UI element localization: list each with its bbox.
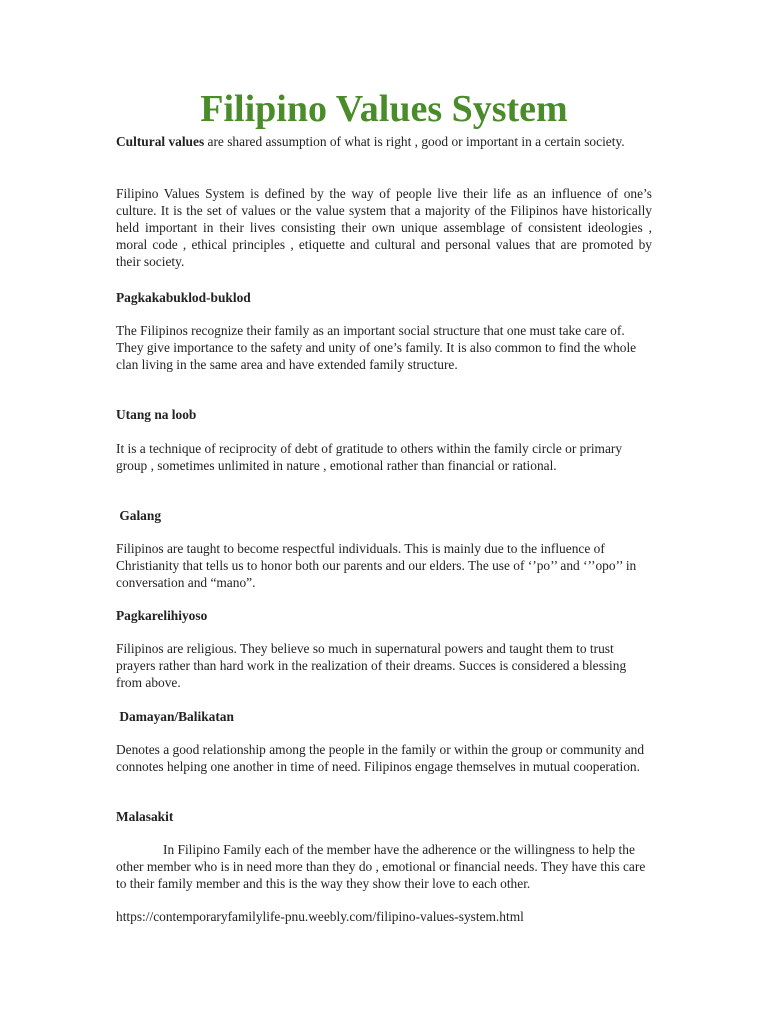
section-body-damayan-balikatan: Denotes a good relationship among the people in the family or within the group or community and connotes helping one another in time of need. Filipinos engage themselves in mutual cooperation. bbox=[116, 742, 645, 774]
intro-paragraph bbox=[116, 133, 652, 150]
section-heading-malasakit: Malasakit bbox=[116, 809, 174, 824]
section-body-malasakit: In Filipino Family each of the member have the adherence or the willingness to help the other member who is in need more than they do , emotional or financial needs. They have this care to their family member and this is the way they show their love to each other. bbox=[116, 842, 646, 891]
intro-term: Cultural values bbox=[116, 134, 205, 149]
section-body-utang-na-loob: It is a technique of reciprocity of debt of gratitude to others within the family circle or primary group , sometimes unlimited in nature , emotional rather than financial or rational. bbox=[116, 441, 623, 473]
section-heading-galang: Galang bbox=[116, 508, 162, 523]
page-title: Filipino Values System bbox=[200, 88, 568, 130]
section-body-pagkarelihiyoso: Filipinos are religious. They believe so much in supernatural powers and taught them to trust prayers rather than hard work in the realization of their dreams. Succes is considered a blessing from above. bbox=[116, 641, 627, 690]
section-body-galang: Filipinos are taught to become respectful individuals. This is mainly due to the influence of Christianity that tells us to honor both our parents and our elders. The use of ‘’po’’ and ‘’’opo’’ in conversation and “mano”. bbox=[116, 541, 637, 590]
section-heading-utang-na-loob: Utang na loob bbox=[116, 407, 197, 422]
section-heading-damayan-balikatan: Damayan/Balikatan bbox=[116, 709, 234, 724]
definition-paragraph: Filipino Values System is defined by the way of people live their life as an influence of one’s culture. It is the set of values or the value system that a majority of the Filipinos have historically held important in their lives consisting their own unique assemblage of consistent ideologies , moral code , ethical principles , etiquette and cultural and personal values that are promoted by their society. bbox=[116, 186, 652, 269]
section-heading-pagkakabuklod-buklod: Pagkakabuklod-buklod bbox=[116, 290, 251, 305]
source-link[interactable]: https://contemporaryfamilylife-pnu.weebly.com/filipino-values-system.html bbox=[116, 909, 524, 924]
intro-text: are shared assumption of what is right , good or important in a certain society. bbox=[204, 134, 625, 149]
section-heading-pagkarelihiyoso: Pagkarelihiyoso bbox=[116, 608, 208, 623]
section-body-pagkakabuklod-buklod: The Filipinos recognize their family as an important social structure that one must take care of. They give importance to the safety and unity of one’s family. It is also common to find the whole clan living in the same area and have extended family structure. bbox=[116, 323, 637, 372]
